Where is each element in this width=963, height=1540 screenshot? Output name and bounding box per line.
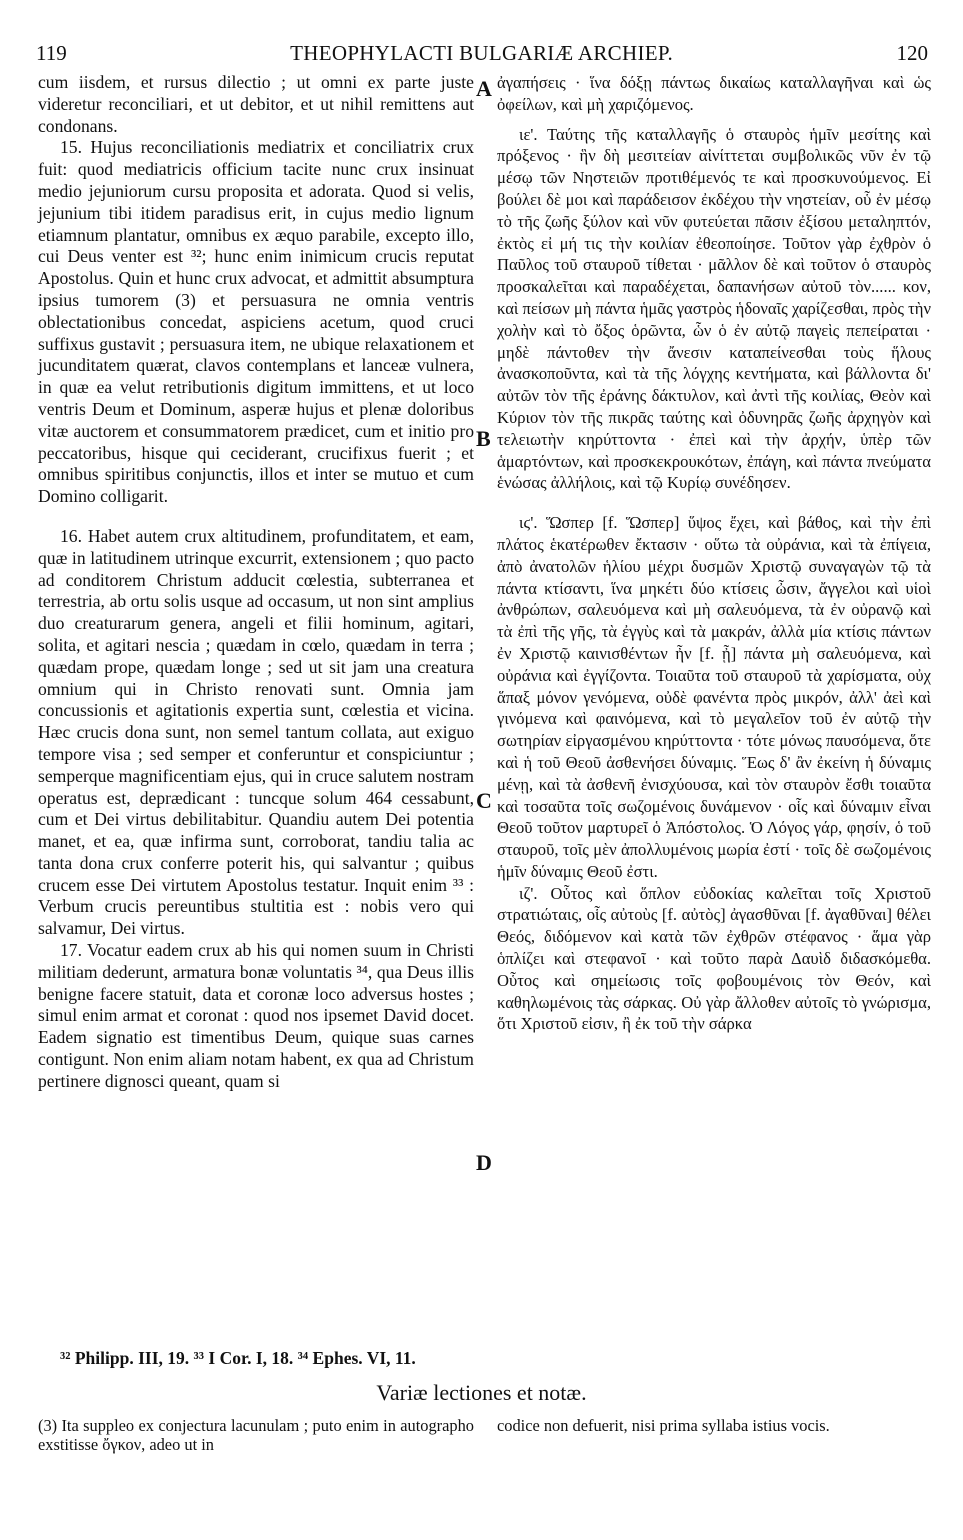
greek-paragraph-intro: ἀγαπήσεις · ἵνα δόξῃ πάντως δικαίως καταλλαγῆναι καὶ ὡς ὀφείλων, καὶ μὴ χαριζόμενος. (497, 73, 931, 114)
latin-paragraph-15: 15. Hujus reconciliationis mediatrix et conciliatrix crux fuit: quod mediatricis officium tacite nunc crux insinuat medio jejuniorum cursu proposita et adorata. Quod si velis, jejunium tibi itidem paradisus erit, in cujus medio lignum etiamnum plantatur, omnibus ex æquo parabile, excepto illo, cui Deus venter est ³²; hunc enim inimicum crucis reputat Apostolus. Quin et hunc crux advocat, et admittit absumptura ipsius tumorem (3) et persuasura ne omnia ventris oblectationibus concedat, aspiciens acetum, quod cruci suffixus gustavit ; persuasura item, ne ubique relaxationem et jucunditatem quærat, clavos contemplans et lanceæ vulnera, in quæ ea velut retributionis digitum immittens, et ut loco ventris Deum et Dominum, asperæ hujus et plenæ doloribus vitæ auctorem et consummatorem prædicet, cum et initio pro peccatoribus, hisque qui ceciderant, crucifixus fuerit ; et omnibus spiritibus conjunctis, illos et inter se mutuo et cum Domino colligarit. (38, 137, 474, 507)
paragraph-gap (497, 494, 931, 512)
running-title: THEOPHYLACTI BULGARIÆ ARCHIEP. (290, 41, 674, 65)
right-page-number: 120 (896, 41, 928, 65)
left-page-number: 119 (36, 41, 67, 65)
footnotes: ³² Philipp. III, 19. ³³ I Cor. I, 18. ³⁴ Ephes. VI, 11. (60, 1348, 416, 1368)
margin-marker-c: C (476, 788, 492, 813)
margin-marker-a: A (476, 76, 492, 101)
latin-paragraph-intro: cum iisdem, et rursus dilectio ; ut omni ex parte juste videretur reconciliari, et ut debitor, et ut nihil remittens aut condonans. (38, 72, 474, 136)
greek-paragraph-17: ιζ'. Οὗτος καὶ ὅπλον εὐδοκίας καλεῖται τοῖς Χριστοῦ στρατιώταις, οἷς αὐτοὺς [f. αὐτὸς] ἀγασθῦναι [f. ἀγαθῦναι] θέλει Θεός, διδόμενον καὶ κατὰ τῶν ἐχθρῶν στέφανος · ἅμα γὰρ ὁπλίζει καὶ στεφανοῖ · καὶ τοῦτο παρὰ Δαυὶδ διδασκόμεθα. Οὗτος καὶ σημείωσις τοῖς φοβουμένοις τὸν Θεόν, καὶ καθηλωμένοις τὰς σάρκας. Οὐ γὰρ ἄλλοθεν αὐτοῖς τὸ γνώρισμα, ὅτι Χριστοῦ εἰσιν, ἢ ἐκ τοῦ τὴν σάρκα (497, 883, 931, 1034)
greek-paragraph-16: ιϛ'. Ὥσπερ [f. Ὥσπερ] ὕψος ἔχει, καὶ βάθος, καὶ τὴν ἐπὶ πλάτος ἑκατέρωθεν ἔκτασιν · οὕτω τὰ οὐράνια, καὶ τὰ ἐπίγεια, ἀπὸ ἀνατολῶν ἡλίου μέχρι δυσμῶν Χριστῷ συναγαγὼν τῷ τὰ πάντα κτίσαντι, ἵνα μηκέτι δύο κτίσεις ὦσιν, ἄγγελοι καὶ υἱοὶ ἀνθρώπων, σαλευόμενα καὶ μὴ σαλευόμενα, τὰ ἐν οὐρανῷ καὶ τὰ ἐπὶ τῆς γῆς, τὰ ἐγγὺς καὶ τὰ μακράν, ἀλλὰ μία κτίσις πάντων ἐν Χριστῷ καινισθέντων ἦν [f. ᾖ] πάντα μὴ σαλευόμενα, καὶ οὐράνια καὶ ἐγγίζοντα. Τοιαῦτα τοῦ σταυροῦ τὰ χαρίσματα, οὐχ ἅπαξ μόνον γενόμενα, οὐδὲ φανέντα πρὸς μικρόν, ἀλλ' ἀεὶ καὶ γινόμενα καὶ φαινόμενα, καὶ τὸ μεγαλεῖον τοῦ ἐν αὐτῷ τὴν σωτηρίαν εἰργασμένου κηρύττοντα · τότε μόνως παυσόμενα, ὅτε καὶ ἡ τοῦ Θεοῦ ἀσθενήσει δύναμις. Ἕως δ' ἂν ἐκείνη ἡ δύναμις μένῃ, καὶ τὰ ἀσθενῆ ἐνισχύουσα, καὶ τὸν σταυρὸν ἔσθι τοιαῦτα καὶ τοσαῦτα τοῖς σωζομένοις δυνάμενον · οἷς καὶ δύναμιν εἶναι Θεοῦ τοῦτον μαρτυρεῖ ὁ Ἀπόστολος. Ὁ Λόγος γάρ, φησίν, ὁ τοῦ σταυροῦ, τοῖς μὲν ἀπολλυμένοις μωρία ἐστί · τοῖς δὲ σωζομένοις ἡμῖν δύναμις Θεοῦ ἐστι. (497, 513, 931, 881)
variae-lectiones-heading: Variæ lectiones et notæ. (376, 1380, 587, 1405)
greek-column (497, 72, 931, 1035)
running-header (36, 34, 928, 66)
greek-paragraph-15: ιε'. Ταύτης τῆς καταλλαγῆς ὁ σταυρὸς ἡμῖν μεσίτης καὶ πρόξενος · ἣν δὴ μεσιτείαν αἰνίττεται συμβολικῶς νῦν ἐν τῷ μέσῳ τῶν Νηστειῶν προτιθέμενός τε καὶ προσκυνούμενος. Εἰ βούλει δὲ μοι καὶ παράδεισον ἐκδέχου τὴν νηστείαν, οὗ ἐν μέσῳ τὸ τῆς ζωῆς ξύλον καὶ νῦν φυτεύεται πᾶσιν ἐξίσου μεταληπτόν, ἐκτὸς εἰ μή τις τὴν κοιλίαν ἐθεοποίησε. Τοῦτον γὰρ ἐχθρὸν ὁ Παῦλος τοῦ σταυροῦ τίθεται · μᾶλλον δὲ καὶ τοῦτον ὁ σταυρὸς προσκαλεῖται καὶ παραδέχεται, δαπανήσων αὐτοῦ τὸν...... κον, καὶ πείσων μὴ πάντα ἡμᾶς γαστρὸς ἡδοναῖς χαρίζεσθαι, πρὸς τὴν χολὴν καὶ τὸ ὄξος ὁρῶντα, ὧν ὁ ἐν αὐτῷ παγεὶς πεπείραται · μηδὲ πάντοθεν τὴν ἄνεσιν καταπείνεσθαι τοὺς ἥλους ἀνασκοποῦντα, καὶ τὰ τῆς λόγχης κεντήματα, καὶ βάλλοντα δι' αὐτῶν τὸν τῆς ἐράνης δάκτυλον, καὶ ἀντὶ τῆς κοιλίας, Θεὸν καὶ Κύριον τὸν τῆς πικρᾶς ταύτης καὶ ὀδυνηρᾶς ζωῆς ἀρχηγὸν καὶ τελειωτὴν κηρύττοντα · ἐπεὶ καὶ τὴν ἀρχήν, ὑπὲρ τῶν ἁμαρτόντων, καὶ προσκεκρουκότων, ἐπάγη, καὶ πάντα πνεύματα ἑνώσας ἀλλήλοις, καὶ τῷ Κυρίῳ συνέδησεν. (497, 124, 931, 493)
variae-note-right: codice non defuerit, nisi prima syllaba istius vocis. (497, 1416, 830, 1435)
paragraph-gap (497, 116, 931, 124)
margin-marker-b: B (476, 426, 491, 451)
latin-paragraph-16: 16. Habet autem crux altitudinem, profunditatem, et eam, quæ in latitudinem utrinque excurrit, extensionem ; quo pacto ad conditorem Christum adducit cœlestia, subterranea et terrestria, ab ortu solis usque ad occasum, ut non sint amplius duo creaturarum genera, angeli et filii hominum, agitari, solita, et agitari nescia ; quædam in cœlo, quædam in terra ; quædam prope, quædam longe ; sed ut sit jam una creatura omnium qui in Christo renovati sunt. Omnia jam concussionis et agitationis expertia sunt, cœlestia et vicina. Hæc crucis dona sunt, non semel tantum collata, aut exiguo tempore visa ; sed semper et conferuntur et conspiciuntur ; semperque magnificentiam ejus, qui in cruce salutem nostram operatus est, deprædicant : tuncque solum 464 cessabunt, cum et Dei virtus debilitabitur. Quandiu autem Dei potentia manet, et ea, quæ infirma sunt, corroborat, tandiu talia ac tanta dona crux conferre poterit his, qui salvantur ; quibus crucem esse Dei virtutem Apostolus testatur. Inquit enim ³³ : Verbum crucis pereuntibus stultitia est : nobis vero qui salvamur, Dei virtus. (38, 525, 474, 939)
variae-note-left: (3) Ita suppleo ex conjectura lacunulam ; puto enim in autographo exstitisse ὄγκον, adeo ut in (38, 1416, 474, 1454)
latin-paragraph-17: 17. Vocatur eadem crux ab his qui nomen suum in Christi militiam dederunt, armatura bonæ voluntatis ³⁴, qua Deus illis benigne facere statuit, data et coronæ loco adversus hostes ; simul enim armat et coronat : quod nos ipsemet David docet. Eadem signatio est timentibus Deum, quique suas carnes contigunt. Non enim aliam notam habent, ex qua ad Christum pertinere dignosci queant, quam si (38, 940, 474, 1091)
latin-column (38, 72, 474, 1093)
paragraph-gap (38, 508, 474, 526)
margin-marker-d: D (476, 1150, 492, 1175)
